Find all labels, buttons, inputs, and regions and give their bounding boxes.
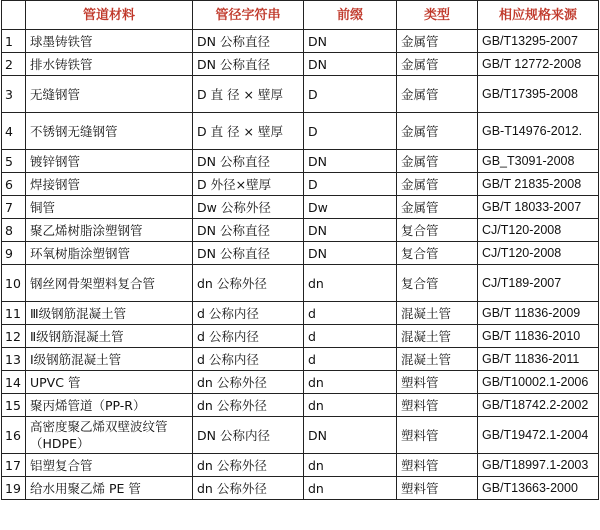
header-diameter: 管径字符串 [193,1,304,30]
table-row [2,325,599,348]
header-prefix: 前缀 [304,1,397,30]
row-diameter: DN 公称直径 [193,30,304,53]
row-material: 镀锌钢管 [26,150,193,173]
row-spec: GB/T 11836-2011 [478,348,599,371]
row-material: 铝塑复合管 [26,454,193,477]
row-diameter: d 公称内径 [193,302,304,325]
pipe-spec-table [1,0,599,500]
row-index: 14 [2,371,26,394]
row-type: 金属管 [397,76,478,113]
table-row [2,53,599,76]
row-material: UPVC 管 [26,371,193,394]
table-row [2,265,599,302]
row-type: 塑料管 [397,371,478,394]
header-spec-source: 相应规格来源 [478,1,599,30]
row-spec: CJ/T120-2008 [478,219,599,242]
row-diameter: DN 公称直径 [193,150,304,173]
row-material: 焊接钢管 [26,173,193,196]
row-prefix: DN [304,150,397,173]
row-spec: GB/T19472.1-2004 [478,417,599,454]
table-row [2,348,599,371]
row-diameter: dn 公称外径 [193,265,304,302]
row-material: 无缝钢管 [26,76,193,113]
row-material: 铜管 [26,196,193,219]
row-prefix: DN [304,30,397,53]
row-diameter: D 直 径 × 壁厚 [193,113,304,150]
row-index: 19 [2,477,26,500]
table-row [2,417,599,454]
row-diameter: dn 公称外径 [193,371,304,394]
row-prefix: d [304,348,397,371]
row-spec: CJ/T120-2008 [478,242,599,265]
row-prefix: D [304,173,397,196]
table-row [2,150,599,173]
row-prefix: dn [304,371,397,394]
table-row [2,242,599,265]
row-diameter: DN 公称内径 [193,417,304,454]
row-type: 塑料管 [397,454,478,477]
row-spec: GB/T17395-2008 [478,76,599,113]
row-type: 金属管 [397,173,478,196]
row-diameter: dn 公称外径 [193,477,304,500]
row-spec: GB/T13663-2000 [478,477,599,500]
row-index: 9 [2,242,26,265]
row-material: 给水用聚乙烯 PE 管 [26,477,193,500]
row-index: 16 [2,417,26,454]
table-row [2,219,599,242]
row-index: 15 [2,394,26,417]
row-spec: GB/T 21835-2008 [478,173,599,196]
row-prefix: DN [304,219,397,242]
row-type: 金属管 [397,30,478,53]
row-index: 6 [2,173,26,196]
row-index: 3 [2,76,26,113]
row-spec: GB_T3091-2008 [478,150,599,173]
row-type: 金属管 [397,150,478,173]
table-row [2,477,599,500]
row-material: Ⅲ级钢筋混凝土管 [26,302,193,325]
row-type: 混凝土管 [397,348,478,371]
row-index: 17 [2,454,26,477]
row-material: Ⅰ级钢筋混凝土管 [26,348,193,371]
row-prefix: dn [304,477,397,500]
row-type: 复合管 [397,242,478,265]
row-prefix: dn [304,394,397,417]
row-material: 球墨铸铁管 [26,30,193,53]
table-row [2,371,599,394]
row-index: 13 [2,348,26,371]
row-material: 高密度聚乙烯双壁波纹管（HDPE） [26,417,193,454]
row-type: 塑料管 [397,477,478,500]
table-row [2,454,599,477]
row-type: 金属管 [397,53,478,76]
header-material: 管道材料 [26,1,193,30]
row-diameter: D 直 径 × 壁厚 [193,76,304,113]
table-row [2,394,599,417]
row-index: 12 [2,325,26,348]
row-type: 金属管 [397,196,478,219]
row-type: 金属管 [397,113,478,150]
header-type: 类型 [397,1,478,30]
row-spec: CJ/T189-2007 [478,265,599,302]
row-diameter: dn 公称外径 [193,454,304,477]
row-spec: GB/T 11836-2009 [478,302,599,325]
row-index: 7 [2,196,26,219]
row-diameter: DN 公称直径 [193,53,304,76]
row-diameter: DN 公称直径 [193,242,304,265]
row-index: 1 [2,30,26,53]
row-prefix: DN [304,242,397,265]
row-material: 聚丙烯管道（PP-R） [26,394,193,417]
table-row [2,173,599,196]
row-spec: GB/T18742.2-2002 [478,394,599,417]
row-index: 8 [2,219,26,242]
row-prefix: DN [304,53,397,76]
row-type: 塑料管 [397,417,478,454]
row-diameter: d 公称内径 [193,348,304,371]
row-prefix: dn [304,265,397,302]
table-row [2,302,599,325]
header-index [2,1,26,30]
row-spec: GB-T14976-2012. [478,113,599,150]
row-material: 环氧树脂涂塑钢管 [26,242,193,265]
table-row [2,196,599,219]
row-index: 10 [2,265,26,302]
table-row [2,113,599,150]
row-prefix: DN [304,417,397,454]
row-spec: GB/T10002.1-2006 [478,371,599,394]
row-spec: GB/T 11836-2010 [478,325,599,348]
row-material: 钢丝网骨架塑料复合管 [26,265,193,302]
row-diameter: Dw 公称外径 [193,196,304,219]
row-index: 4 [2,113,26,150]
row-prefix: dn [304,454,397,477]
row-index: 5 [2,150,26,173]
row-spec: GB/T 18033-2007 [478,196,599,219]
row-diameter: DN 公称直径 [193,219,304,242]
row-spec: GB/T 12772-2008 [478,53,599,76]
row-material: 不锈钢无缝钢管 [26,113,193,150]
row-type: 复合管 [397,219,478,242]
table-row [2,30,599,53]
row-spec: GB/T13295-2007 [478,30,599,53]
row-spec: GB/T18997.1-2003 [478,454,599,477]
row-index: 11 [2,302,26,325]
row-material: 聚乙烯树脂涂塑钢管 [26,219,193,242]
row-prefix: D [304,113,397,150]
row-prefix: Dw [304,196,397,219]
row-material: 排水铸铁管 [26,53,193,76]
row-type: 混凝土管 [397,302,478,325]
row-diameter: D 外径×壁厚 [193,173,304,196]
row-material: Ⅱ级钢筋混凝土管 [26,325,193,348]
row-type: 复合管 [397,265,478,302]
table-row [2,76,599,113]
row-prefix: d [304,325,397,348]
row-diameter: d 公称内径 [193,325,304,348]
row-type: 塑料管 [397,394,478,417]
row-index: 2 [2,53,26,76]
row-prefix: d [304,302,397,325]
row-prefix: D [304,76,397,113]
row-diameter: dn 公称外径 [193,394,304,417]
row-type: 混凝土管 [397,325,478,348]
header-row [2,1,599,30]
